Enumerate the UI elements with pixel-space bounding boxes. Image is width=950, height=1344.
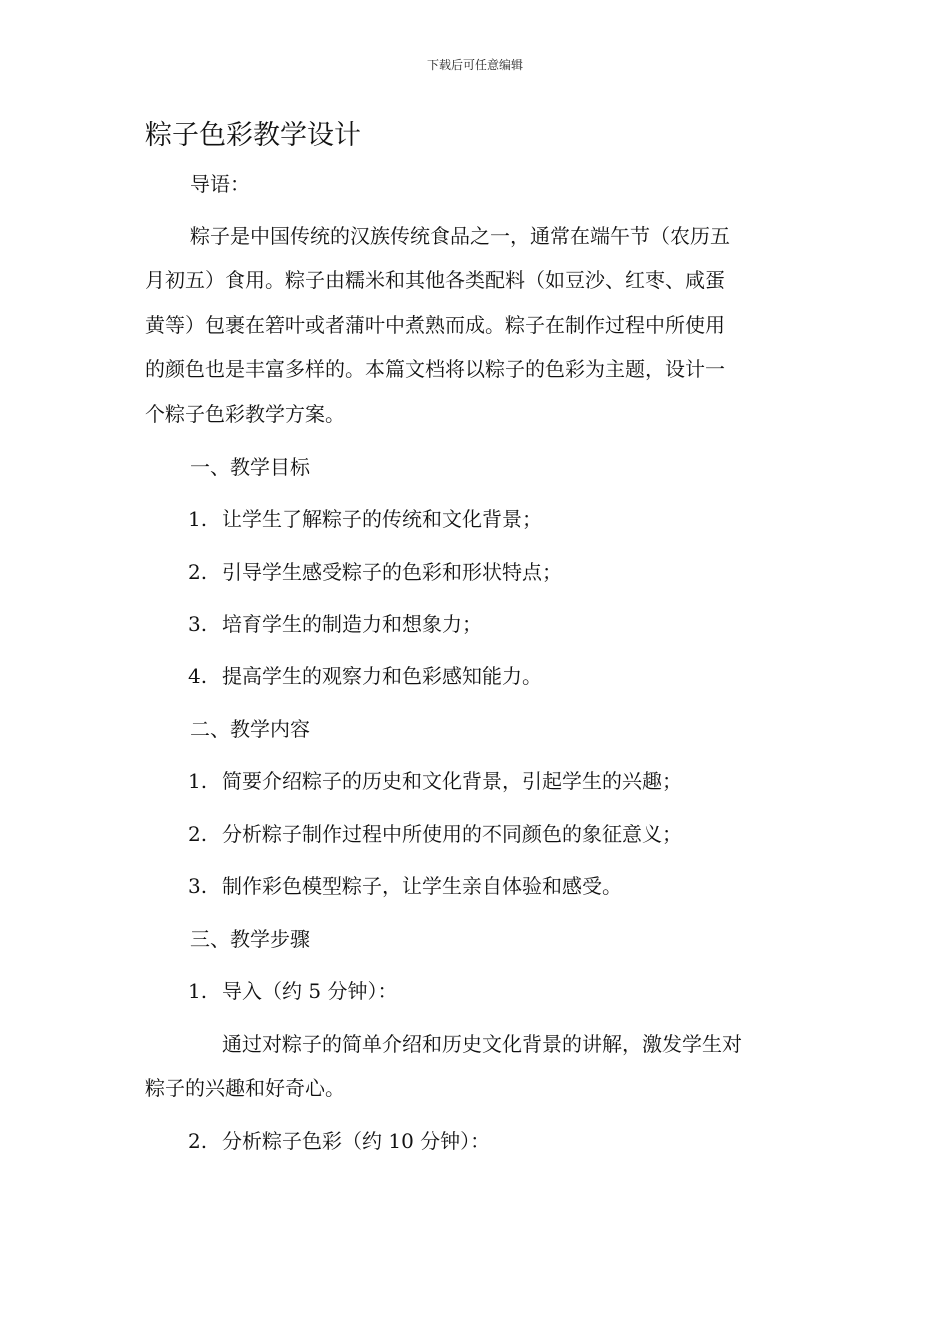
- step-item: [188, 979, 397, 1003]
- intro-line: 个粽子色彩教学方案。: [145, 402, 345, 426]
- list-number: 2.: [188, 560, 208, 584]
- intro-line: 粽子是中国传统的汉族传统食品之一，通常在端午节（农历五: [190, 224, 730, 248]
- list-text: 导入（约 5 分钟）：: [222, 979, 398, 1003]
- list-item: [188, 507, 542, 531]
- list-text: 提高学生的观察力和色彩感知能力。: [222, 664, 542, 688]
- list-number: 4.: [188, 664, 208, 688]
- section-heading-content: 二、教学内容: [190, 717, 310, 741]
- list-item: [188, 822, 682, 846]
- list-number: 1.: [188, 769, 208, 793]
- list-item: [188, 874, 622, 898]
- page-header: 下载后可任意编辑: [426, 58, 523, 72]
- document-title: 粽子色彩教学设计: [145, 120, 361, 151]
- list-text: 引导学生感受粽子的色彩和形状特点；: [222, 560, 562, 584]
- list-number: 2.: [188, 1129, 208, 1153]
- step-description-line: 通过对粽子的简单介绍和历史文化背景的讲解，激发学生对: [222, 1032, 742, 1056]
- list-text: 简要介绍粽子的历史和文化背景，引起学生的兴趣；: [222, 769, 682, 793]
- list-number: 1.: [188, 979, 208, 1003]
- list-text: 制作彩色模型粽子，让学生亲自体验和感受。: [222, 874, 622, 898]
- step-item: [188, 1129, 490, 1153]
- intro-line: 黄等）包裹在箬叶或者蒲叶中煮熟而成。粽子在制作过程中所使用: [145, 313, 725, 337]
- list-number: 3.: [188, 612, 208, 636]
- list-text: 培育学生的制造力和想象力；: [222, 612, 482, 636]
- list-item: [188, 769, 682, 793]
- list-text: 让学生了解粽子的传统和文化背景；: [222, 507, 542, 531]
- list-number: 1.: [188, 507, 208, 531]
- section-heading-objectives: 一、教学目标: [190, 455, 310, 479]
- intro-line: 的颜色也是丰富多样的。本篇文档将以粽子的色彩为主题，设计一: [145, 357, 725, 381]
- section-heading-steps: 三、教学步骤: [190, 927, 310, 951]
- list-item: [188, 560, 562, 584]
- step-description-line: 粽子的兴趣和好奇心。: [145, 1076, 345, 1100]
- intro-label: 导语：: [190, 172, 250, 196]
- intro-line: 月初五）食用。粽子由糯米和其他各类配料（如豆沙、红枣、咸蛋: [145, 268, 725, 292]
- list-number: 3.: [188, 874, 208, 898]
- list-item: [188, 612, 482, 636]
- list-number: 2.: [188, 822, 208, 846]
- list-text: 分析粽子色彩（约 10 分钟）：: [222, 1129, 491, 1153]
- list-text: 分析粽子制作过程中所使用的不同颜色的象征意义；: [222, 822, 682, 846]
- list-item: [188, 664, 542, 688]
